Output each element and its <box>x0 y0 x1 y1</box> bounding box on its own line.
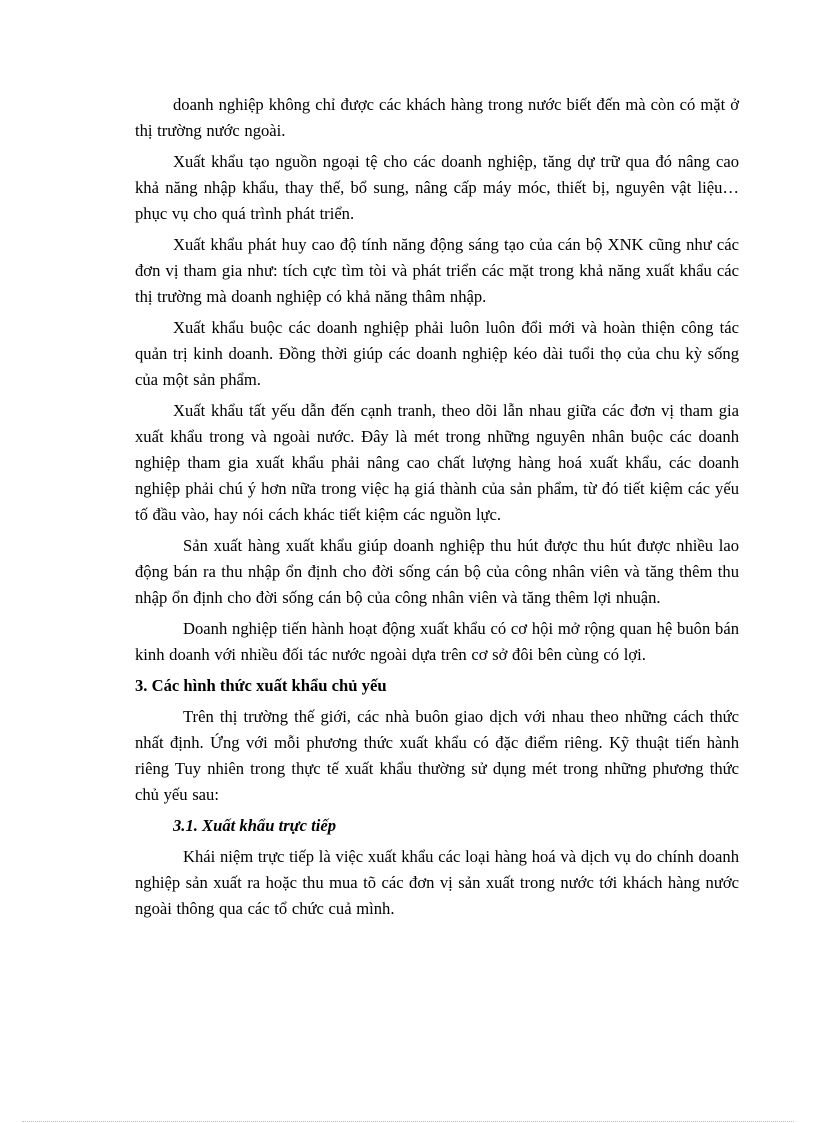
paragraph-competition: Xuất khẩu tất yếu dẫn đến cạnh tranh, theo dõi lẫn nhau giữa các đơn vị tham gia xuất khẩu trong và ngoài nước. Đây là mét trong những nguyên nhân buộc các doanh nghiệp tham gia xuất khẩu phải nâng cao chất lượng hàng hoá xuất khẩu, các doanh nghiệp phải chú ý hơn nữa trong việc hạ giá thành của sản phẩm, từ đó tiết kiệm các yếu tố đầu vào, hay nói cách khác tiết kiệm các nguồn lực. <box>135 401 739 524</box>
subsection-paragraph: Khái niệm trực tiếp là việc xuất khẩu các loại hàng hoá và dịch vụ do chính doanh nghiệp sản xuất ra hoặc thu mua tõ các đơn vị sản xuất trong nước tới khách hàng nước ngoài thông qua các tổ chức cuả mình. <box>135 847 739 918</box>
section-heading: 3. Các hình thức xuất khẩu chủ yếu <box>135 676 387 695</box>
subsection-heading: 3.1. Xuất khẩu trực tiếp <box>173 816 336 835</box>
paragraph-management-innovation: Xuất khẩu buộc các doanh nghiệp phải luôn luôn đổi mới và hoàn thiện công tác quản trị kinh doanh. Đồng thời giúp các doanh nghiệp kéo dài tuổi thọ của chu kỳ sống của một sản phẩm. <box>135 318 739 389</box>
paragraph-continuation: doanh nghiệp không chỉ được các khách hàng trong nước biết đến mà còn có mặt ở thị trường nước ngoài. <box>135 95 739 140</box>
paragraph-creativity: Xuất khẩu phát huy cao độ tính năng động sáng tạo của cán bộ XNK cũng như các đơn vị tham gia như: tích cực tìm tòi và phát triển các mặt trong khả năng xuất khẩu các thị trường mà doanh nghiệp có khả năng thâm nhập. <box>135 235 739 306</box>
paragraph-employment: Sản xuất hàng xuất khẩu giúp doanh nghiệp thu hút được thu hút được nhiều lao động bán ra thu nhập ổn định cho đời sống cán bộ của công nhân viên và tăng thêm thu nhập ổn định cho đời sống cán bộ của công nhân viên và tăng thêm lợi nhuận. <box>135 536 739 607</box>
paragraph-market-expansion: Doanh nghiệp tiến hành hoạt động xuất khẩu có cơ hội mở rộng quan hệ buôn bán kinh doanh với nhiều đối tác nước ngoài dựa trên cơ sở đôi bên cùng có lợi. <box>135 619 739 664</box>
footer-divider <box>22 1121 794 1122</box>
section-paragraph: Trên thị trường thế giới, các nhà buôn giao dịch với nhau theo những cách thức nhất định. Ứng với mỗi phương thức xuất khẩu có đặc điểm riêng. Kỹ thuật tiến hành riêng Tuy nhiên trong thực tế xuất khẩu thường sử dụng mét trong những phương thức chủ yếu sau: <box>135 707 739 804</box>
document-body <box>135 92 739 927</box>
paragraph-foreign-currency: Xuất khẩu tạo nguồn ngoại tệ cho các doanh nghiệp, tăng dự trữ qua đó nâng cao khả năng nhập khẩu, thay thế, bổ sung, nâng cấp máy móc, thiết bị, nguyên vật liệu… phục vụ cho quá trình phát triển. <box>135 152 739 223</box>
